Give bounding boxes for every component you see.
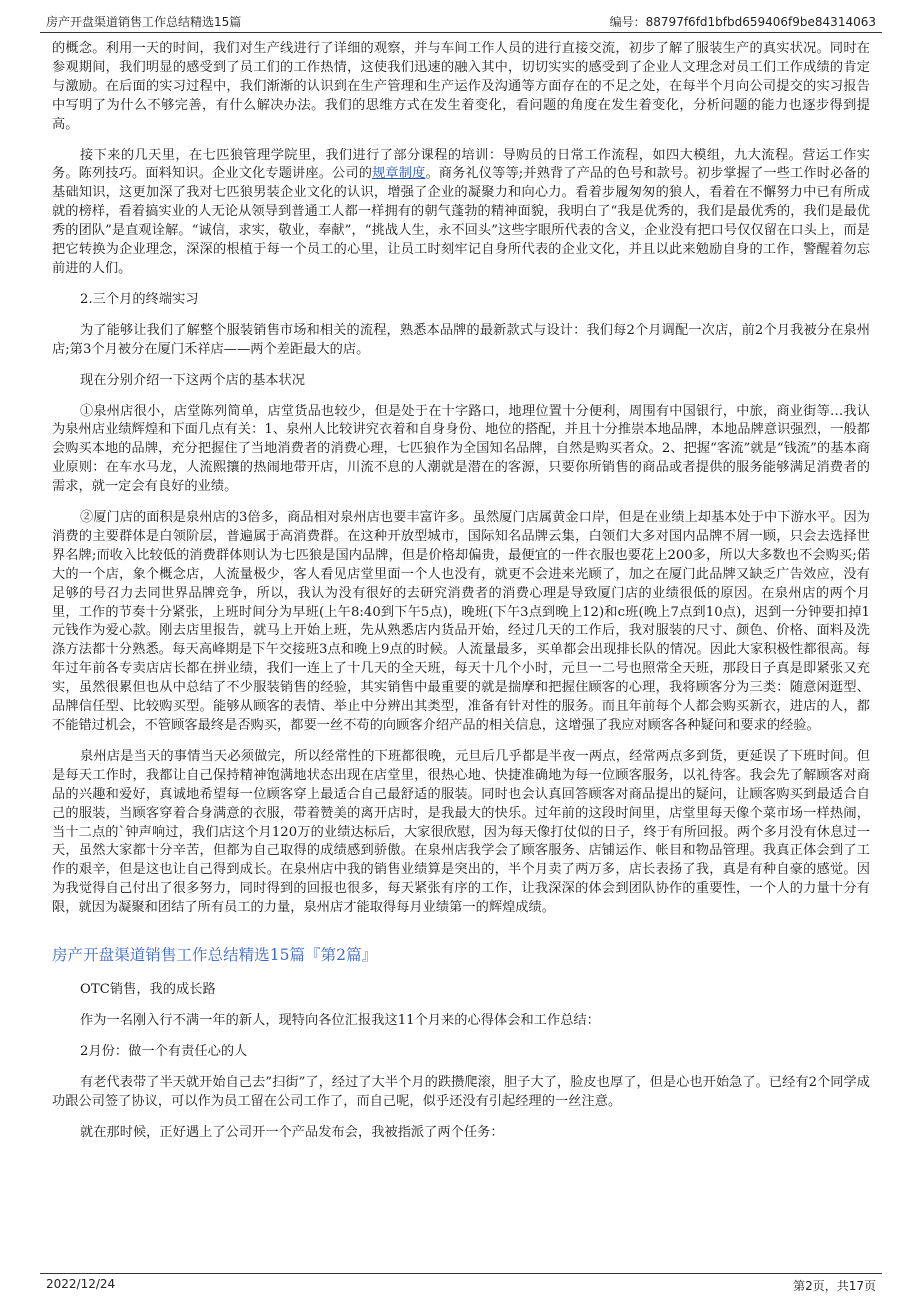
paragraph: ②厦门店的面积是泉州店的3倍多，商品相对泉州店也要丰富许多。虽然厦门店属黄金口岸，但是在业绩上却基本处于中下游水平。因为消费的主要群体是白领阶层，普遍属于高消费群。在这种开放型城市，国际知名品牌云集，白领们大多对国内品牌不屑一顾，只会去选择世界名牌;而收入比较低的消费群体则认为七匹狼是国内品牌，但是价格却偏贵，最便宜的一件衣服也要花上200多，所以大多数也不会购买;偌大的一个店，象个概念店，人流量极少，客人看见店堂里面一个人也没有，就更不会进来光顾了，加之在厦门此品牌又缺乏广告效应，没有足够的号召力去同世界品牌竞争，所以，我认为没有很好的去研究消费者的消费心理是导致厦门店的业绩很低的原因。在泉州店的两个月里，工作的节奏十分紧张，上班时间分为早班(上午8:40到下午5点)，晚班(下午3点到晚上12)和c班(晚上7点到10点)，迟到一分钟要扣掉1元钱作为爱心款。刚去店里报告，就马上开始上班，先从熟悉店内货品开始，经过几天的工作后，我对服装的尺寸、颜色、价格、面料及洗涤方法都十分熟悉。每天高峰期是下午交接班3点和晚上9点的时候。人流量最多，买单都会出现排长队的情况。因此大家积极性都很高。每年过年前各专卖店店长都在拼业绩，我们一连上了十几天的全天班，每天十几个小时，元旦一二号也照常全天班，那段日子真是即紧张又充实，虽然很累但也从中总结了不少服装销售的经验，其实销售中最重要的就是揣摩和把握住顾客的心理，我将顾客分为三类：随意闲逛型、品牌信任型、比较购买型。能够从顾客的表情、举止中分辨出其类型，准备有针对性的服务。而且年前每个人都会购买新衣，进店的人，都不能错过机会，不管顾客最终是否购买，都要一丝不苟的向顾客介绍产品的相关信息，这增强了我应对顾客各种疑问和要求的经验。 xyxy=(52,510,870,733)
paragraph: 作为一名刚入行不满一年的新人，现特向各位汇报我这11个月来的心得体会和工作总结： xyxy=(80,1012,600,1028)
paragraph: 就在那时候，正好遇上了公司开一个产品发布会，我被指派了两个任务： xyxy=(80,1124,504,1140)
paragraph: OTC销售，我的成长路 xyxy=(80,981,216,997)
paragraph: 的概念。利用一天的时间，我们对生产线进行了详细的观察，并与车间工作人员的进行直接交流，初步了解了服装生产的真实状况。同时在参观期间，我们明显的感受到了员工们的工作热情，这使我们迅速的融入其中，切切实实的感受到了企业人文理念对员工们工作成绩的肯定与激励。在后面的实习过程中，我们渐渐的认识到在生产管理和生产运作及沟通等方面存在的不足之处，在每半个月向公司提交的实习报告中写明了为什么不够完善，有什么解决办法。我们的思维方式在发生着变化，看问题的角度在发生着变化，分析问题的能力也逐步得到提高。 xyxy=(52,41,870,132)
document-body xyxy=(52,40,870,1154)
paragraph: 2月份：做一个有责任心的人 xyxy=(80,1043,248,1059)
rules-link[interactable]: 规章制度 xyxy=(372,166,426,182)
paragraph xyxy=(52,147,870,279)
page-header xyxy=(40,10,882,33)
header-title: 房产开盘渠道销售工作总结精选15篇 xyxy=(46,15,242,29)
paragraph-text: 。商务礼仪等等;并熟背了产品的色号和款号。初步掌握了一些工作时必备的基础知识，这更加深了我对七匹狼男装企业文化的认识，增强了企业的凝聚力和向心力。看着步履匆匆的狼人，看着在不懈努力中已有所成就的榜样，看着搞实业的人无论从领导到普通工人都一样拥有的朝气蓬勃的精神面貌，我明白了“我是优秀的，我们是最优秀的，我们是最优秀的团队”是直观诠解。“诚信，求实，敬业，奉献”，“挑战人生，永不回头”这些字眼所代表的含义，企业没有把口号仅仅留在口头上，而是把它转换为企业理念，深深的根植于每一个员工的心里，让员工时刻牢记自身所代表的企业文化，并且以此来勉励自身的工作，警醒着勿忘前进的人们。 xyxy=(52,166,871,276)
paragraph-text: 接下来的几天里，在七匹狼管理学院里，我们进行了部分课程的培训：导购员的日常工作流程，如四大模组，九大流程。营运工作实务。陈列技巧。面料知识。企业文化专题讲座。公司的 xyxy=(52,147,870,182)
footer-date: 2022/12/24 xyxy=(46,1277,116,1291)
page-number: 第2页，共17页 xyxy=(793,1279,876,1293)
paragraph: 现在分别介绍一下这两个店的基本状况 xyxy=(80,372,306,388)
paragraph: ①泉州店很小，店堂陈列简单，店堂货品也较少，但是处于在十字路口，地理位置十分便利，周围有中国银行，中旅，商业街等…我认为泉州店业绩辉煌和下面几点有关：1、泉州人比较讲究衣着和自身身份、地位的搭配，并且十分推崇本地品牌，本地品牌意识强烈，一般都会购买本地的品牌，充分把握住了当地消费者的消费心理，七匹狼作为全国知名品牌，自然是购买者众。2、把握“客流”就是“钱流”的基本商业原则：在车水马龙，人流熙攘的热闹地带开店，川流不息的人潮就是潜在的客源，只要你所销售的商品或者提供的服务能够满足消费者的需求，就一定会有良好的业绩。 xyxy=(52,403,870,495)
page-footer xyxy=(40,1273,882,1294)
paragraph: 泉州店是当天的事情当天必须做完，所以经常性的下班都很晚，元旦后几乎都是半夜一两点，经常两点多到货，更延误了下班时间。但是每天工作时，我都让自己保持精神饱满地状态出现在店堂里，很热心地、快捷准确地为每一位顾客服务，以礼待客。我会先了解顾客对商品的兴趣和爱好，真诚地希望每一位顾客穿上最适合自己最舒适的服装。同时也会认真回答顾客对商品提出的疑问，让顾客购买到最适合自己的服装，当顾客穿着合身满意的衣服，带着赞美的离开店时，是我最大的快乐。过年前的这段时间里，店堂里每天像个菜市场一样热闹，当十二点的`钟声响过，我们店这个月120万的业绩达标后，大家很欣慰，因为每天像打仗似的日子，终于有所回报。两个多月没有休息过一天，虽然大家都十分辛苦，但都为自己取得的成绩感到骄傲。在泉州店我学会了顾客服务、店铺运作、帐目和物品管理。我真正体会到了工作的艰辛，但是这也让自己得到成长。在泉州店中我的销售业绩算是突出的，半个月卖了两万多，店长表扬了我，真是有种自豪的感觉。因为我觉得自己付出了很多努力，同时得到的回报也很多，每天紧张有序的工作，让我深深的体会到团队协作的重要性，一个人的力量十分有限，就因为凝聚和团结了所有员工的力量，泉州店才能取得每月业绩第一的辉煌成绩。 xyxy=(52,748,870,916)
paragraph: 为了能够让我们了解整个服装销售市场和相关的流程，熟悉本品牌的最新款式与设计：我们每2个月调配一次店，前2个月我被分在泉州店;第3个月被分在厦门禾祥店——两个差距最大的店。 xyxy=(52,322,870,357)
subheading: 2.三个月的终端实习 xyxy=(80,291,199,307)
section-heading: 房产开盘渠道销售工作总结精选15篇『第2篇』 xyxy=(52,946,378,965)
paragraph: 有老代表带了半天就开始自己去”扫街”了，经过了大半个月的跌攒爬滚，胆子大了，脸皮也厚了，但是心也开始急了。已经有2个同学成功跟公司签了协议，可以作为员工留在公司工作了，而自己呢，似乎还没有引起经理的一丝注意。 xyxy=(52,1074,870,1109)
document-number: 编号：88797f6fd1bfbd659406f9be84314063 xyxy=(609,15,876,29)
